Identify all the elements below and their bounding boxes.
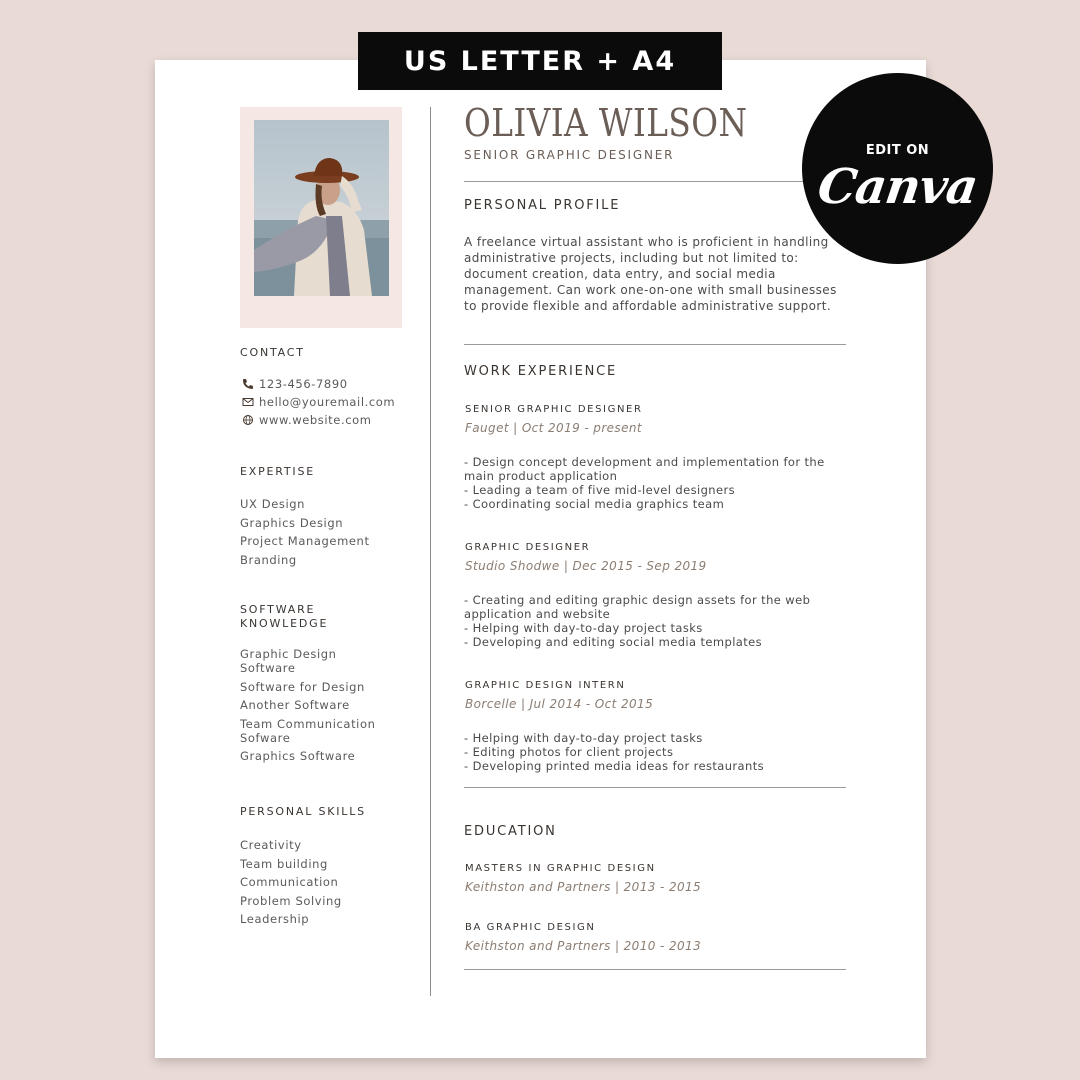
expertise-heading: EXPERTISE — [240, 465, 316, 478]
section-divider — [464, 181, 846, 182]
degree-title: BA GRAPHIC DESIGN — [465, 922, 596, 933]
edit-on-canva-badge[interactable] — [802, 73, 993, 264]
list-item: Another Software — [240, 698, 350, 712]
list-item: - Helping with day-to-day project tasks — [464, 621, 703, 635]
profile-heading: PERSONAL PROFILE — [464, 198, 621, 213]
list-item: Software for Design — [240, 679, 365, 694]
list-item: Team building — [240, 856, 328, 871]
list-item: - Developing and editing social media templates — [464, 635, 763, 649]
list-item: Graphic Design Software — [240, 647, 337, 675]
list-item: Team Communication Sofware — [240, 716, 376, 745]
job-meta: Fauget | Oct 2019 - present — [465, 421, 642, 435]
format-banner: US LETTER + A4 — [358, 32, 722, 90]
list-item: - Developing printed media ideas for restaurants — [464, 759, 764, 773]
resume-name: OLIVIA WILSON — [464, 101, 748, 145]
skills-heading: PERSONAL SKILLS — [240, 805, 366, 818]
degree-meta: Keithston and Partners | 2013 - 2015 — [465, 880, 702, 894]
list-item: Graphics Design — [240, 515, 344, 530]
list-item: - Editing photos for client projects — [464, 745, 674, 759]
list-item: - Design concept development and implementation for the main product application — [464, 455, 825, 483]
list-item: - Helping with day-to-day project tasks — [464, 731, 703, 745]
globe-icon — [242, 414, 254, 426]
edit-on-label: EDIT ON — [865, 143, 930, 158]
education-heading: EDUCATION — [464, 824, 557, 839]
contact-phone — [242, 377, 348, 391]
job-title: GRAPHIC DESIGNER — [465, 542, 591, 553]
section-divider — [464, 969, 846, 970]
list-item: Communication — [240, 875, 339, 889]
job-title: GRAPHIC DESIGN INTERN — [465, 680, 626, 691]
degree-meta: Keithston and Partners | 2010 - 2013 — [465, 939, 702, 953]
skills-list — [240, 838, 342, 931]
job-bullets — [464, 731, 849, 773]
profile-photo-frame — [240, 107, 402, 328]
degree-title: MASTERS IN GRAPHIC DESIGN — [465, 863, 656, 874]
section-divider — [464, 344, 846, 345]
list-item: - Leading a team of five mid-level designers — [464, 483, 735, 497]
job-meta: Borcelle | Jul 2014 - Oct 2015 — [465, 697, 654, 711]
email-text: hello@youremail.com — [259, 395, 396, 409]
list-item: Project Management — [240, 534, 370, 548]
contact-website — [242, 413, 372, 427]
job-title: SENIOR GRAPHIC DESIGNER — [465, 404, 643, 415]
software-heading: SOFTWARE KNOWLEDGE — [240, 603, 329, 630]
list-item: Creativity — [240, 838, 302, 852]
phone-text: 123-456-7890 — [259, 377, 348, 391]
website-text: www.website.com — [259, 413, 372, 427]
section-divider — [464, 787, 846, 788]
phone-icon — [242, 378, 254, 390]
software-list — [240, 647, 390, 768]
profile-text: A freelance virtual assistant who is proficient in handling administrative projects, including but not limited to: document creation, data entry, and social media management. Can work one-on-one with small businesses to provide flexible and affordable administrative support. — [464, 235, 837, 313]
contact-email — [242, 395, 395, 409]
job-bullets — [464, 455, 849, 511]
list-item: - Coordinating social media graphics team — [464, 497, 725, 511]
list-item: Leadership — [240, 912, 310, 926]
job-bullets — [464, 593, 849, 649]
canva-logo: Canva — [814, 159, 981, 215]
mail-icon — [242, 396, 254, 408]
resume-role: SENIOR GRAPHIC DESIGNER — [464, 148, 675, 162]
profile-photo — [254, 120, 389, 296]
list-item: Graphics Software — [240, 749, 356, 763]
list-item: - Creating and editing graphic design assets for the web application and website — [464, 593, 811, 621]
expertise-list — [240, 497, 370, 571]
column-divider — [430, 107, 431, 996]
list-item: UX Design — [240, 497, 306, 511]
work-heading: WORK EXPERIENCE — [464, 364, 618, 379]
job-meta: Studio Shodwe | Dec 2015 - Sep 2019 — [465, 559, 707, 573]
contact-heading: CONTACT — [240, 346, 305, 359]
list-item: Branding — [240, 552, 297, 567]
list-item: Problem Solving — [240, 893, 342, 908]
